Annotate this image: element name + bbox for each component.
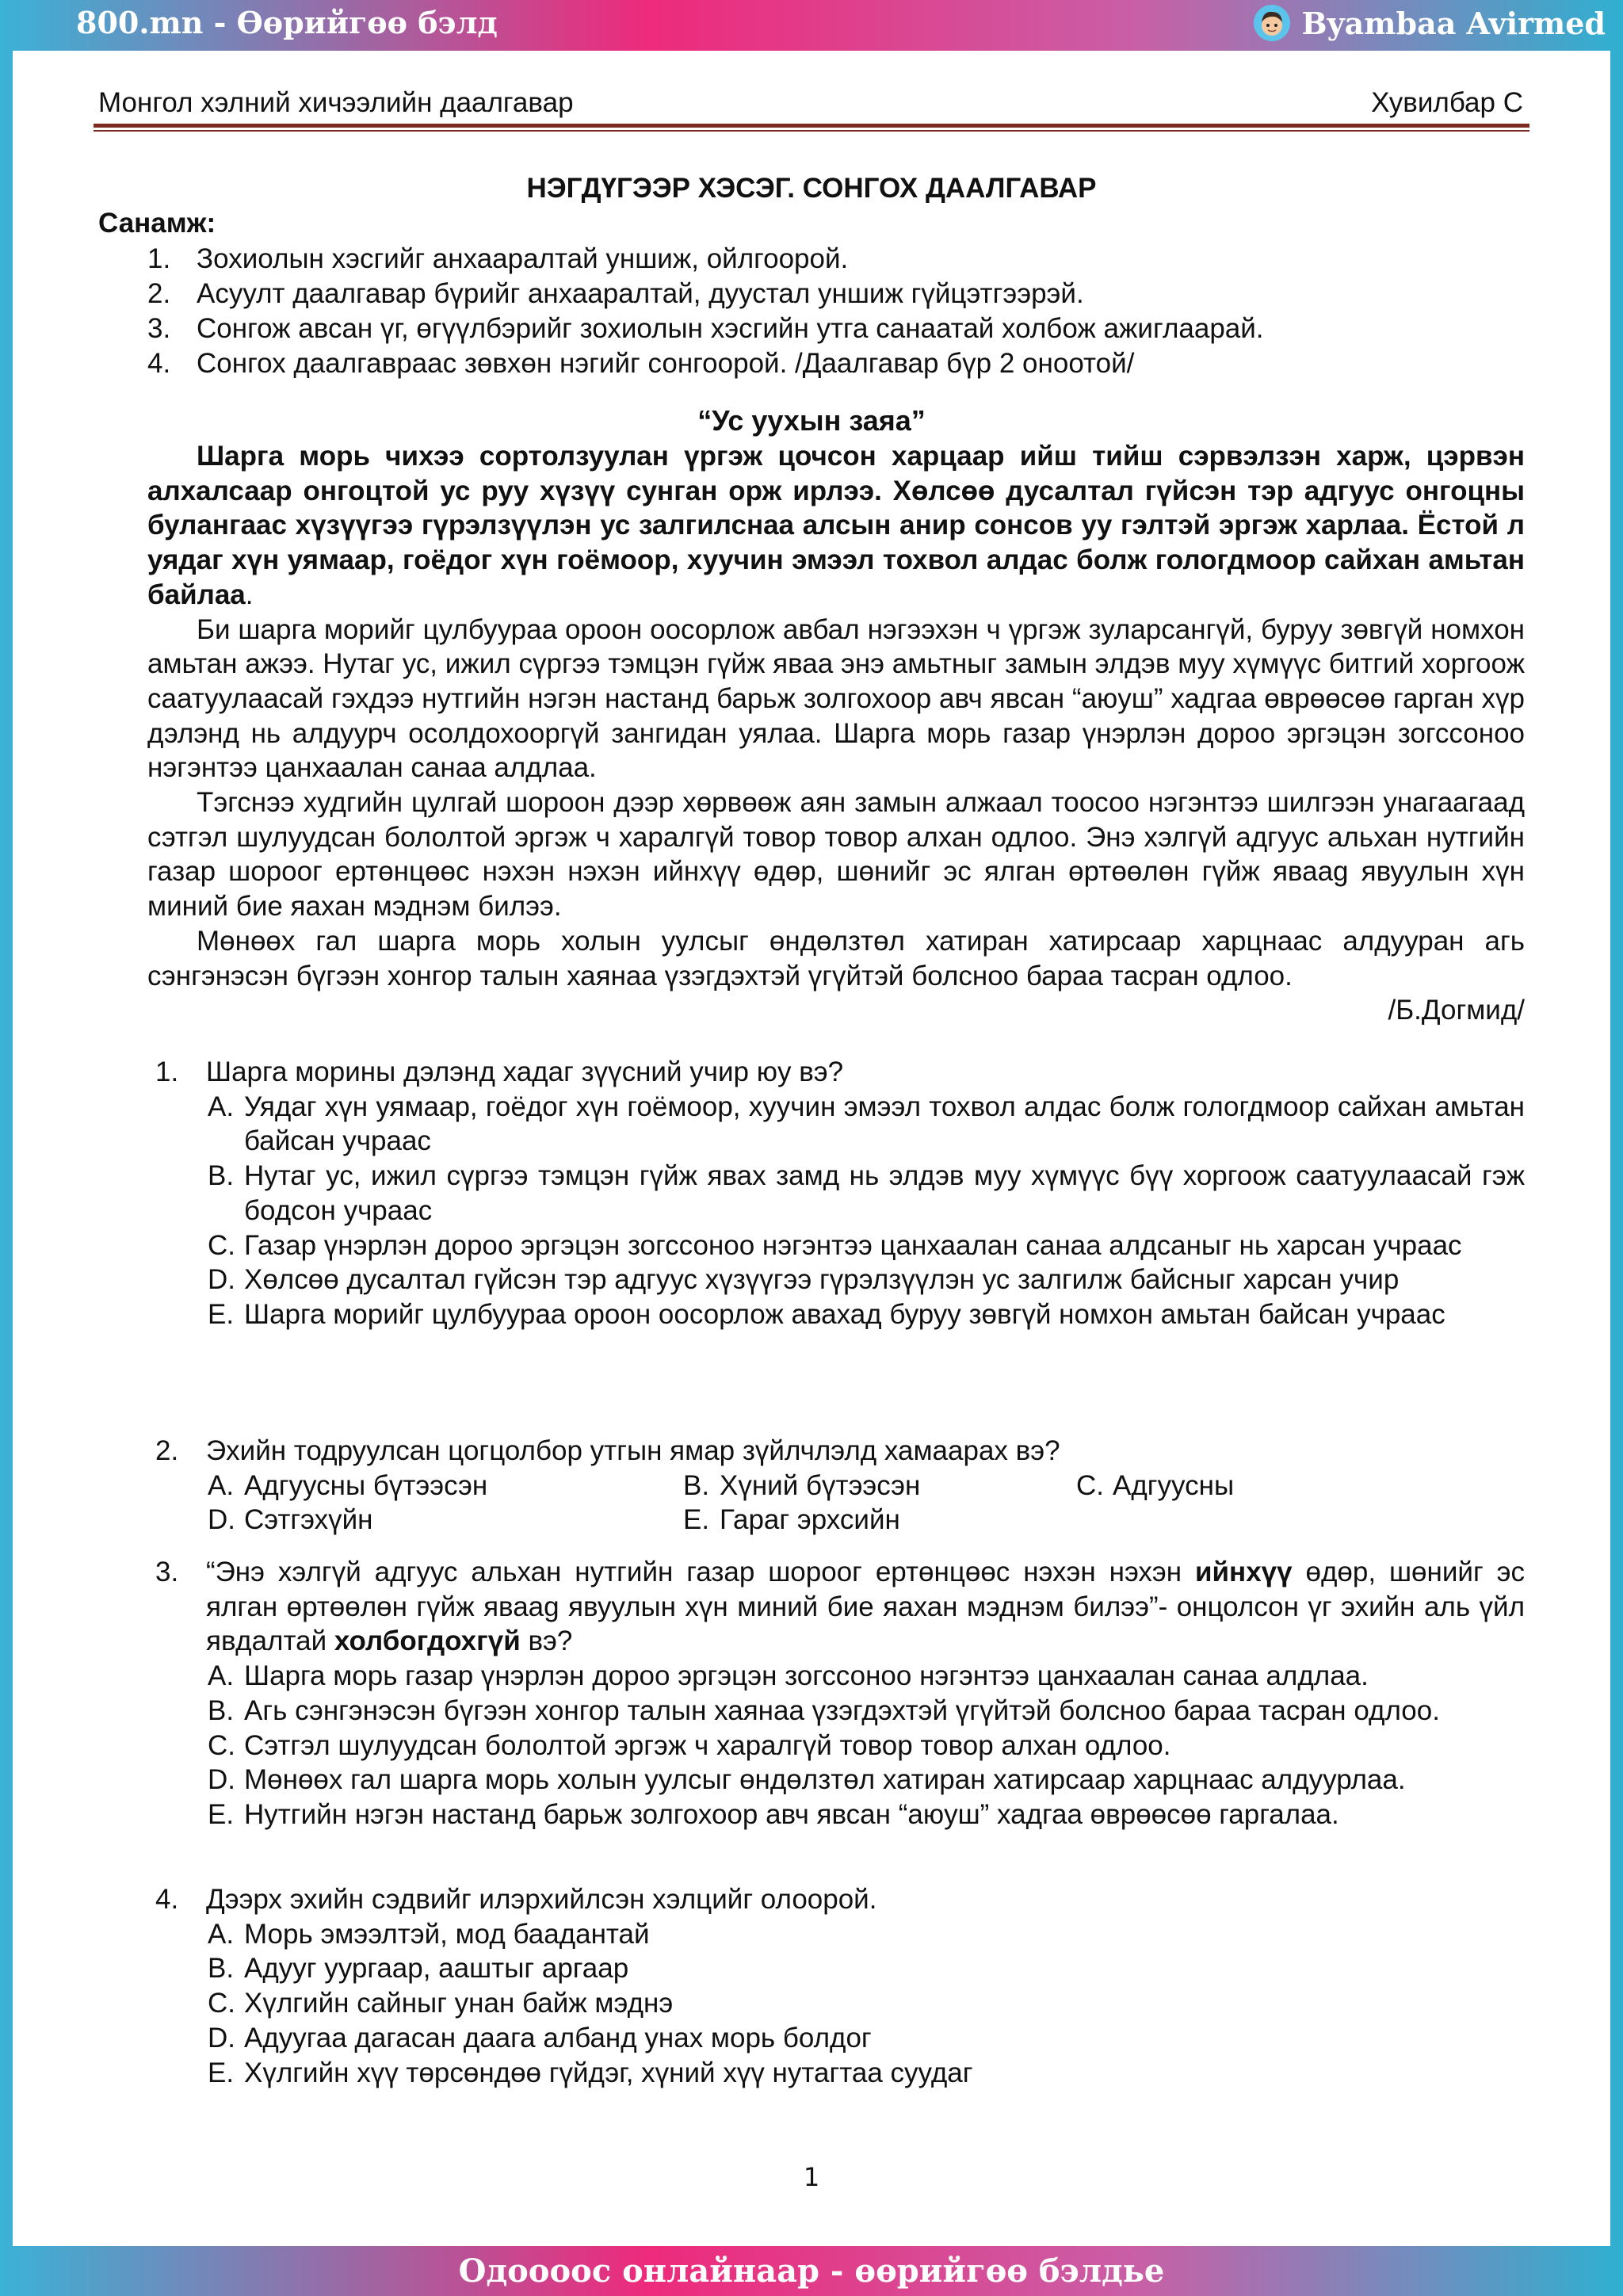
story-paragraph-2: Би шарга морийг цулбуураа ороон оосорлож авбал нэгээхэн ч үргэж зуларсангүй, буруу зөвгүй номхон амьтан ажээ. Нутаг ус, ижил сүргээ тэмцэн гүйж яваа энэ амьтныг замын элдэв муу хүмүүс битгий хоргоож саатуулаасай гэхдээ нутгийн нэгэн настанд барьж золгохоор авч явсан “аюуш” хадгаа өврөөсөө гарган хүр дэлэнд нь алдуурч осолдохооргүй зангидан уялаа. Шарга морь газар үнэрлэн дороо эргэцэн зогссоноо нэгэнтээ цанхаалан санаа алдлаа. [147, 613, 1525, 784]
answer-option[interactable]: E. Гараг эрхсийн [683, 1504, 900, 1536]
top-banner [0, 0, 1623, 51]
story-paragraph-4: Мөнөөх гал шарга морь холын уулсыг өндөлзтөл хатиран хатирсаар харцнаас алдууран агь сэнгэнэсэн бүгээн хонгор талын хаянаа үзэгдэхтэй үгүйтэй болсноо бараа тасран одлоо. [147, 925, 1525, 991]
answer-option[interactable]: D. Сэтгэхүйн [208, 1504, 373, 1536]
variant-header: Хувилбар С [1371, 87, 1523, 118]
subject-header: Монгол хэлний хичээлийн даалгавар [98, 87, 574, 118]
answer-option[interactable]: A. Адгуусны бүтээсэн [208, 1469, 488, 1501]
question-3: 3. “Энэ хэлгүй адгуус альхан нутгийн газар шороог ертөнцөөс нэхэн нэхэн ийнхүү өдөр, шөнийг эс ялган өртөөлөн гүйж яваag явуулын хүн миний бие яахан мэднэм билээ”- онцолсон үг эхийн аль үйл явдалтай холбогдохгүй вэ? A. Шарга морь газар үнэрлэн дороо эргэцэн зогссоноо нэгэнтээ цанхаалан санаа алдлаа. B. Агь сэнгэнэсэн бүгээн хонгор талын хаянаа үзэгдэхтэй үгүйтэй болсноо бараа тасран одлоо. C. Сэтгэл шулуудсан бололтой эргэж ч харалгүй товор товор алхан одлоо. D. Мөнөөх гал шарга морь холын уулсыг өндөлзтөл хатиран хатирсаар харцнаас алдуурлаа. E. Нутгийн нэгэн настанд барьж золгохоор авч явсан “аюуш” хадгаа өврөөсөө гаргалаа. [155, 1555, 1525, 1832]
notes-list [147, 242, 1264, 381]
answer-option[interactable]: B. Адууг уургаар, ааштыг аргаар [208, 1953, 629, 1985]
question-stem: Эхийн тодруулсан цогцолбор утгын ямар зүйлчлэлд хамаарах вэ? [206, 1435, 1060, 1466]
site-title[interactable]: 800.mn - Өөрийгөө бэлд [76, 5, 498, 40]
answer-option[interactable]: A. Морь эмээлтэй, мод баадантай [208, 1918, 650, 1950]
question-1: 1. Шарга морины дэлэнд хадаг зүүсний учир юу вэ? A. Уядаг хүн уямаар, гоёдог хүн гоёмоор, хуучин эмээл тохвол алдас болж гологдмоор сайхан амьтан байсан учраас B. Нутаг ус, ижил сүргээ тэмцэн гүйж явах замд нь элдэв муу хүмүүс бүү хоргоож саатуулаасай гэж бодсон учраас C. Газар үнэрлэн дороо эргэцэн зогссоноо нэгэнтээ цанхаалан санаа алдсаныг нь харсан учраас D. Хөлсөө дусалтал гүйсэн тэр адгуус хүзүүгээ гүрэлзүүлэн ус залгилж байсныг харсан учир E. Шарга морийг цулбуураа ороон оосорлож авахад буруу зөвгүй номхон амьтан байсан учраас [155, 1055, 1525, 1332]
answer-option[interactable]: A. Шарга морь газар үнэрлэн дороо эргэцэн зогссоноо нэгэнтээ цанхаалан санаа алдлаа. [208, 1660, 1369, 1692]
story-paragraph-3: Тэгснээ худгийн цулгай шороон дээр хөрвөөж аян замын алжаал тоосоо нэгэнтээ шилгээн унагаагаад сэтгэл шулуудсан бололтой эргэж ч харалгүй товор товор алхан одлоо. Энэ хэлгүй адгуус альхан нутгийн газар шороог ертөнцөөс нэхэн нэхэн ийнхүү өдөр, шөнийг эс ялган өртөөлөн гүйж яваag явуулын хүн миний бие яахан мэднэм билээ. [147, 787, 1525, 923]
answer-option[interactable]: B. Агь сэнгэнэсэн бүгээн хонгор талын хаянаа үзэгдэхтэй үгүйтэй болсноо бараа тасран одлоо. [208, 1694, 1440, 1726]
answer-option[interactable]: A. Уядаг хүн уямаар, гоёдог хүн гоёмоор, хуучин эмээл тохвол алдас болж гологдмоор сайхан амьтан байсан учраас [208, 1091, 1525, 1157]
avatar-icon [1254, 5, 1290, 41]
question-4: 4. Дээрх эхийн сэдвийг илэрхийлсэн хэлцийг олоорой. A. Морь эмээлтэй, мод баадантай B. Адууг уургаар, ааштыг аргаар C. Хүлгийн сайныг унан байж мэднэ D. Адуугаа дагасан даага албанд унах морь болдог E. Хүлгийн хүү төрсөндөө гүйдэг, хүний хүү нутагтаа суудаг [155, 1882, 1525, 2090]
author-name: Byambaa Avirmed [1301, 5, 1606, 41]
question-stem: “Энэ хэлгүй адгуус альхан нутгийн газар шороог ертөнцөөс нэхэн нэхэн ийнхүү өдөр, шөнийг эс ялган өртөөлөн гүйж яваag явуулын хүн миний бие яахан мэднэм билээ”- онцолсон үг эхийн аль үйл явдалтай холбогдохгүй вэ? [206, 1557, 1525, 1657]
section-title: НЭГДҮГЭЭР ХЭСЭГ. СОНГОХ ДААЛГАВАР [526, 173, 1097, 204]
slogan-link[interactable]: Одоооос онлайнаар - өөрийгөө бэлдье [458, 2252, 1165, 2290]
answer-option[interactable]: E. Шарга морийг цулбуураа ороон оосорлож авахад буруу зөвгүй номхон амьтан байсан учраас [208, 1298, 1445, 1330]
question-stem: Шарга морины дэлэнд хадаг зүүсний учир юу вэ? [206, 1056, 844, 1087]
answer-option[interactable]: E. Хүлгийн хүү төрсөндөө гүйдэг, хүний хүү нутагтаа суудаг [208, 2057, 973, 2088]
answer-option[interactable]: D. Мөнөөх гал шарга морь холын уулсыг өндөлзтөл хатиран хатирсаар харцнаас алдуурлаа. [208, 1764, 1406, 1796]
answer-option[interactable]: D. Хөлсөө дусалтал гүйсэн тэр адгуус хүзүүгээ гүрэлзүүлэн ус залгилж байсныг харсан учир [208, 1264, 1400, 1296]
note-item: 3. Сонгож авсан үг, өгүүлбэрийг зохиолын хэсгийн утга санаатай холбож ажиглаарай. [147, 313, 1264, 344]
bottom-banner [0, 2246, 1623, 2296]
answer-option[interactable]: C. Газар үнэрлэн дороо эргэцэн зогссоноо нэгэнтээ цанхаалан санаа алдсаныг нь харсан учраас [208, 1229, 1462, 1261]
question-2: 2. Эхийн тодруулсан цогцолбор утгын ямар зүйлчлэлд хамаарах вэ? A. Адгуусны бүтээсэн B. Хүний бүтээсэн C. Адгуусны D. Сэтгэхүйн E. Гараг эрхсийн [155, 1434, 1525, 1538]
answer-option[interactable]: C. Хүлгийн сайныг унан байж мэднэ [208, 1988, 674, 2019]
note-item: 4. Сонгох даалгавраас зөвхөн нэгийг сонгоорой. /Даалгавар бүр 2 оноотой/ [147, 348, 1135, 379]
answer-option[interactable]: D. Адуугаа дагасан даага албанд унах морь болдог [208, 2022, 872, 2053]
note-item: 2. Асуулт даалгавар бүрийг анхааралтай, дуустал уншиж гүйцэтгээрэй. [147, 278, 1084, 309]
note-item: 1. Зохиолын хэсгийг анхааралтай уншиж, ойлгоорой. [147, 243, 849, 274]
story-title: “Ус уухын заяа” [697, 404, 926, 437]
header-rule [94, 124, 1529, 128]
story-text [147, 439, 1525, 1028]
story-paragraph-1: Шарга морь чихээ сортолзуулан үргэж цочсон харцаар ийш тийш сэрвэлзэн харж, цэрвэн алхалсаар онгоцтой ус руу хүзүү сунган орж ирлээ. Хөлсөө дусалтал гүйсэн тэр адгуус онгоцны булангаас хүзүүгээ гүрэлзүүлэн ус залгилснаа алсын анир сонсов уу гэлтэй эргэж харлаа. Ёстой л уядаг хүн уямаар, гоёдог хүн гоёмоор, хуучин эмээл тохвол алдас болж гологдмоор сайхан амьтан байлаа. [147, 441, 1525, 610]
author-badge [1254, 5, 1606, 41]
answer-option[interactable]: B. Хүний бүтээсэн [683, 1469, 921, 1501]
header-rule-thin [94, 130, 1529, 132]
note-title: Санамж: [98, 208, 216, 239]
answer-option[interactable]: C. Сэтгэл шулуудсан бололтой эргэж ч харалгүй товор товор алхан одлоо. [208, 1729, 1171, 1761]
question-stem: Дээрх эхийн сэдвийг илэрхийлсэн хэлцийг олоорой. [206, 1884, 877, 1915]
page-number: 1 [803, 2162, 820, 2192]
answer-option[interactable]: C. Адгуусны [1076, 1469, 1235, 1501]
answer-option[interactable]: E. Нутгийн нэгэн настанд барьж золгохоор авч явсан “аюуш” хадгаа өврөөсөө гаргалаа. [208, 1798, 1339, 1830]
story-signature: /Б.Догмид/ [1388, 995, 1525, 1026]
answer-option[interactable]: B. Нутаг ус, ижил сүргээ тэмцэн гүйж явах замд нь элдэв муу хүмүүс бүү хоргоож саатуулаасай гэж бодсон учраас [208, 1160, 1525, 1226]
